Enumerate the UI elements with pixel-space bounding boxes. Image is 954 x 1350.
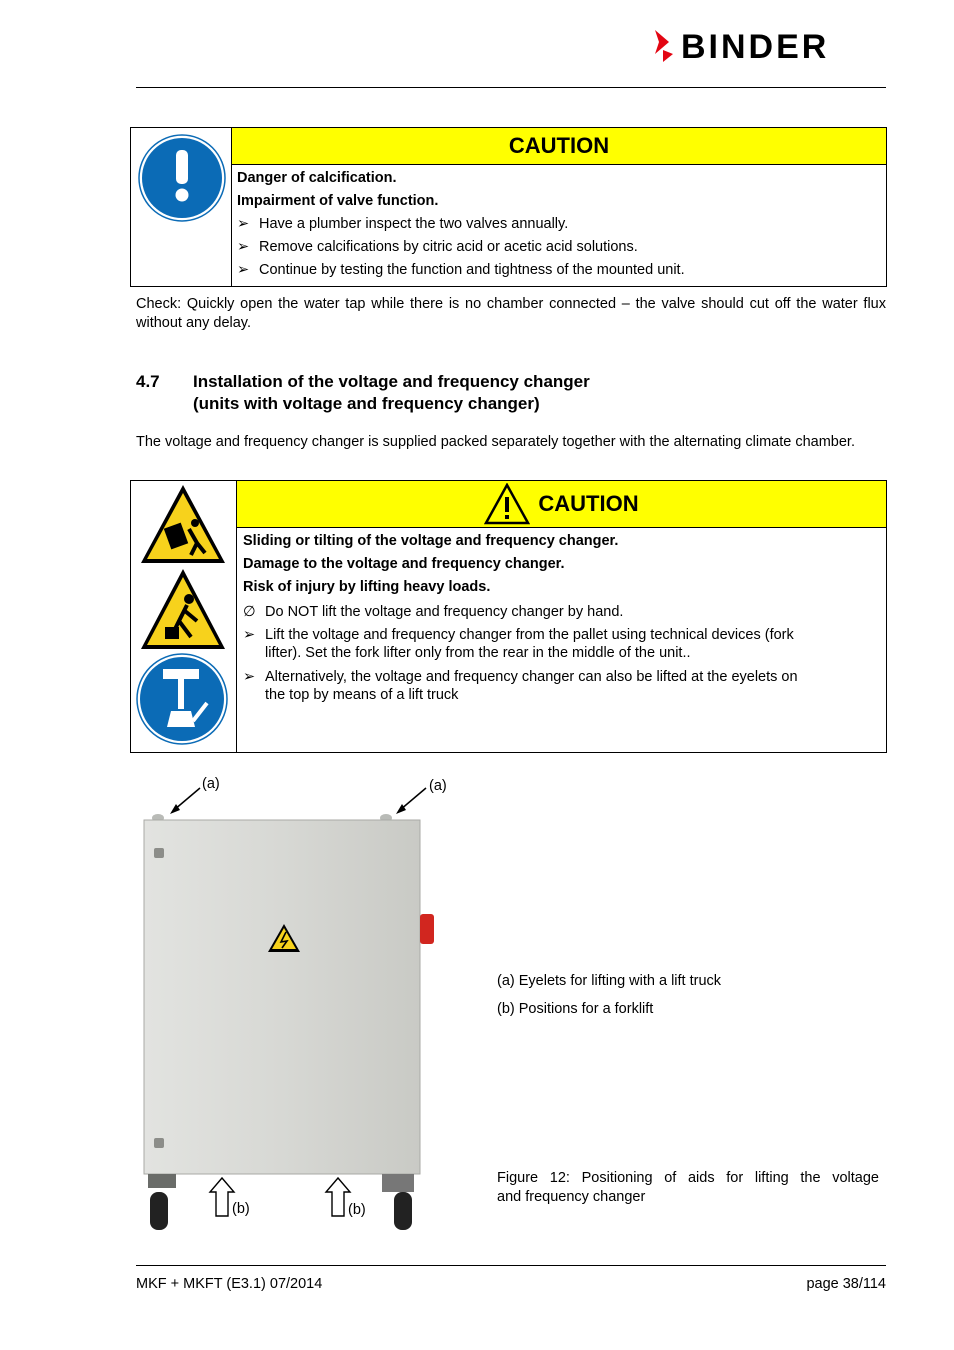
arrow-a-right bbox=[396, 788, 426, 814]
section-number: 4.7 bbox=[136, 372, 160, 391]
brand-name: BINDER bbox=[681, 28, 830, 64]
list-item: ➢ Have a plumber inspect the two valves annually. bbox=[237, 216, 569, 232]
figure-photo bbox=[136, 772, 446, 1242]
label-a-left: (a) bbox=[202, 776, 220, 792]
binder-logo bbox=[655, 28, 887, 64]
door-lock-bottom bbox=[154, 1138, 164, 1148]
caution-box-1 bbox=[130, 127, 887, 287]
caution2-line-0: Sliding or tilting of the voltage and frequency changer. bbox=[243, 533, 619, 549]
lift-truck-mandatory-icon bbox=[137, 654, 227, 744]
legend-b: (b) Positions for a forklift bbox=[497, 1001, 654, 1017]
label-b-right: (b) bbox=[348, 1202, 366, 1218]
footer-doc-id: MKF + MKFT (E3.1) 07/2014 bbox=[136, 1276, 323, 1292]
section-title: Installation of the voltage and frequency changer (units with voltage and frequency changer) bbox=[193, 372, 590, 413]
arrow-b-right bbox=[326, 1178, 350, 1216]
label-b-left: (b) bbox=[232, 1201, 250, 1217]
list-item: ➢ Remove calcifications by citric acid or acetic acid solutions. bbox=[237, 239, 638, 255]
caution1-line-1: Impairment of valve function. bbox=[237, 193, 439, 209]
door-lock-top bbox=[154, 848, 164, 858]
wheel-right bbox=[382, 1174, 414, 1230]
heavy-load-warning-icon bbox=[141, 569, 225, 649]
arrow-b-left bbox=[210, 1178, 234, 1216]
label-a-right: (a) bbox=[429, 778, 447, 794]
list-item: ∅ Do NOT lift the voltage and frequency changer by hand. bbox=[243, 604, 624, 620]
check-paragraph: Check: Quickly open the water tap while there is no chamber connected – the valve should cut off the water flux without any delay. bbox=[136, 296, 886, 331]
list-item: ➢ Alternatively, the voltage and frequency changer can also be lifted at the eyelets on the top by means of a lift truck bbox=[243, 669, 798, 703]
mandatory-exclamation-icon bbox=[131, 128, 231, 228]
legend-a: (a) Eyelets for lifting with a lift truck bbox=[497, 973, 722, 989]
arrow-a-left bbox=[170, 788, 200, 814]
caution2-line-2: Risk of injury by lifting heavy loads. bbox=[243, 579, 491, 595]
intro-paragraph: The voltage and frequency changer is supplied packed separately together with the alternating climate chamber. bbox=[136, 434, 855, 450]
warning-triangle-icon bbox=[484, 483, 530, 525]
caution-title-1: CAUTION bbox=[232, 128, 887, 165]
figure-caption: Figure 12: Positioning of aids for lifting the voltage and frequency changer bbox=[497, 1170, 879, 1205]
caution1-line-0: Danger of calcification. bbox=[237, 170, 397, 186]
caution-box-2 bbox=[130, 480, 887, 753]
list-item: ➢ Continue by testing the function and tightness of the mounted unit. bbox=[237, 262, 685, 278]
plug-socket bbox=[420, 914, 434, 944]
caution-title-2: CAUTION bbox=[538, 491, 639, 516]
footer-page-number: page 38/114 bbox=[806, 1276, 886, 1292]
list-item: ➢ Lift the voltage and frequency changer from the pallet using technical devices (fork lifter). Set the fork lifter only from the rear in the middle of the unit.. bbox=[243, 627, 794, 661]
tilt-warning-icon bbox=[141, 485, 225, 563]
footer-rule bbox=[136, 1265, 886, 1266]
header-rule bbox=[136, 87, 886, 88]
cabinet bbox=[144, 820, 420, 1174]
caution2-line-1: Damage to the voltage and frequency changer. bbox=[243, 556, 565, 572]
wheel-left bbox=[148, 1174, 176, 1230]
